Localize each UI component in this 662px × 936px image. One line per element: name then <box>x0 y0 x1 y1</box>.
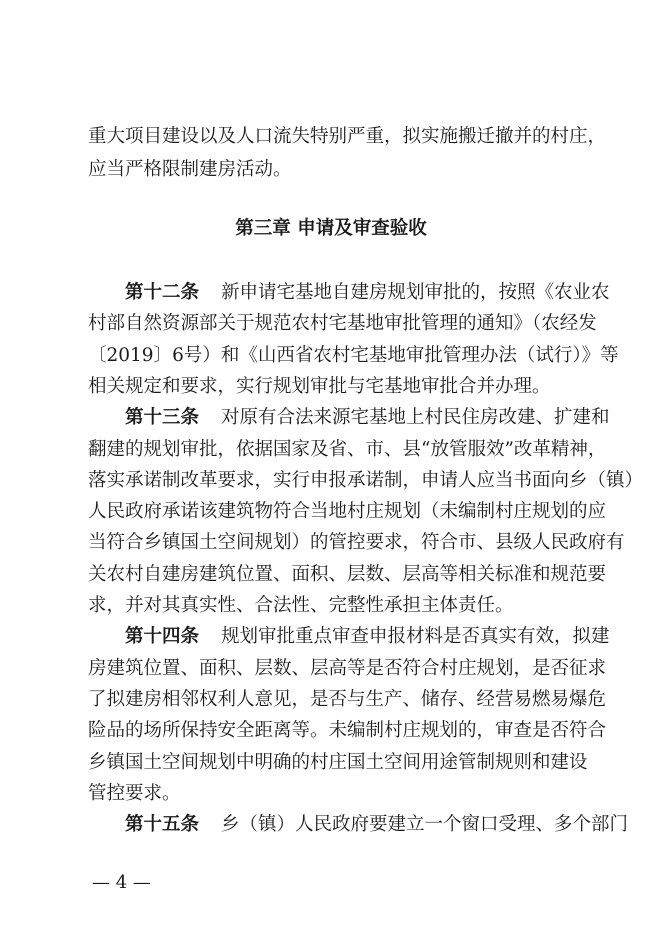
article-first-line <box>125 621 610 653</box>
body-text-line: 应当严格限制建房活动。 <box>88 159 292 180</box>
body-text-line: 翻建的规划审批，依据国家及省、市、县“放管服效”改革精神， <box>88 438 607 460</box>
body-text-line: 落实承诺制改革要求，实行申报承诺制，申请人应当书面向乡（镇） <box>88 469 644 491</box>
article-text: 乡（镇）人民政府要建立一个窗口受理、多个部门 <box>221 814 629 836</box>
body-text-line: 〔2019〕6号）和《山西省农村宅基地审批管理办法（试行）》等 <box>88 344 619 366</box>
body-text-line: 相关规定和要求，实行规划审批与宅基地审批合并办理。 <box>88 375 551 397</box>
article-label: 第十二条 <box>125 282 200 303</box>
article-first-line <box>125 277 610 309</box>
body-text-line: 人民政府承诺该建筑物符合当地村庄规划（未编制村庄规划的应 <box>88 501 607 523</box>
chapter-heading: 第三章 申请及审查验收 <box>235 218 427 239</box>
article-text: 对原有合法来源宅基地上村民住房改建、扩建和 <box>221 407 610 429</box>
body-text-line: 关农村自建房建筑位置、面积、层数、层高等相关标准和规范要 <box>88 563 607 585</box>
body-text-line: 村部自然资源部关于规范农村宅基地审批管理的通知》（农经发 <box>88 313 597 335</box>
body-text-line: 当符合乡镇国土空间规划）的管控要求，符合市、县级人民政府有 <box>88 532 625 554</box>
body-text-line: 重大项目建设以及人口流失特别严重，拟实施搬迁撤并的村庄， <box>88 126 607 147</box>
body-text-line: 险品的场所保持安全距离等。未编制村庄规划的，审查是否符合 <box>88 720 607 742</box>
body-text-line: 房建筑位置、面积、层数、层高等是否符合村庄规划，是否征求 <box>88 657 607 679</box>
article-first-line <box>125 402 610 434</box>
article-label: 第十四条 <box>125 626 200 648</box>
article-text: 新申请宅基地自建房规划审批的，按照《农业农 <box>221 282 610 303</box>
article-first-line <box>125 809 629 841</box>
body-text-line: 了拟建房相邻权利人意见，是否与生产、储存、经营易燃易爆危 <box>88 688 607 710</box>
body-text-line: 求，并对其真实性、合法性、完整性承担主体责任。 <box>88 595 514 616</box>
article-text: 规划审批重点审查申报材料是否真实有效，拟建 <box>221 626 610 648</box>
body-text-line: 乡镇国土空间规划中明确的村庄国土空间用途管制规则和建设 <box>88 751 588 773</box>
body-text-line: 管控要求。 <box>88 782 181 804</box>
article-label: 第十三条 <box>125 407 200 429</box>
article-label: 第十五条 <box>125 814 200 836</box>
page-number: — 4 — <box>92 872 151 893</box>
